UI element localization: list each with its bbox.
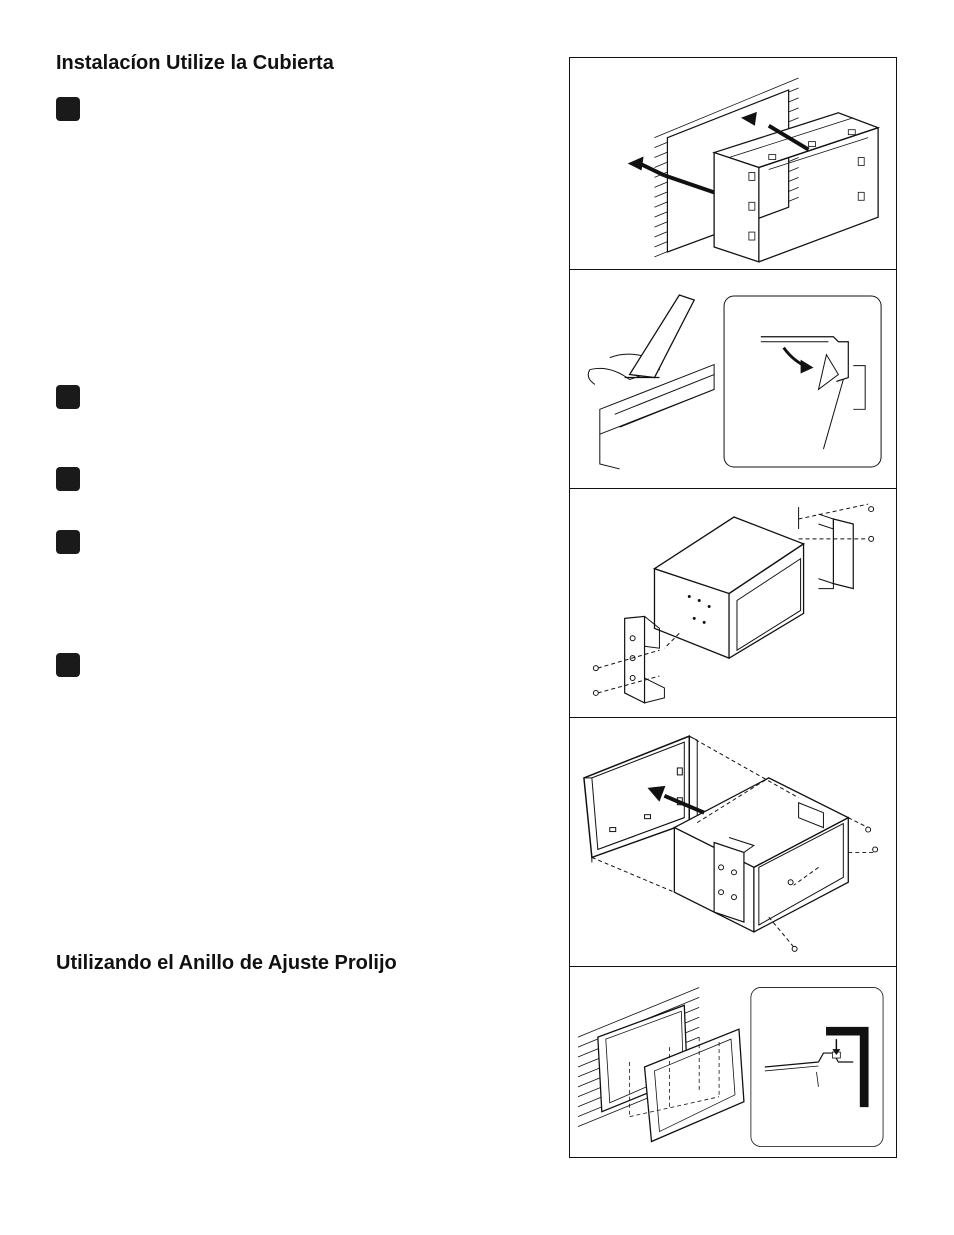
illustration-column xyxy=(569,57,897,1158)
step-bullet-icon xyxy=(56,653,80,677)
sleeve-slide-drawing xyxy=(570,718,896,966)
detail-callout xyxy=(724,296,881,467)
installation-heading: Instalacíon Utilize la Cubierta xyxy=(56,52,334,74)
bracket-mounting-illustration xyxy=(570,489,896,718)
bracket-mounting-drawing xyxy=(570,489,896,717)
step-bullet-icon xyxy=(56,530,80,554)
tab-bending-illustration xyxy=(570,270,896,489)
trim-ring-heading: Utilizando el Anillo de Ajuste Prolijo xyxy=(56,952,397,974)
step-bullet-icon xyxy=(56,97,80,121)
step-bullet-icon xyxy=(56,467,80,491)
sleeve-insertion-illustration xyxy=(570,58,896,270)
trim-ring-drawing xyxy=(570,967,896,1157)
trim-ring-illustration xyxy=(570,967,896,1157)
sleeve-slide-illustration xyxy=(570,718,896,967)
step-bullet-icon xyxy=(56,385,80,409)
tab-bending-drawing xyxy=(570,270,896,488)
sleeve-insertion-drawing xyxy=(570,58,896,269)
